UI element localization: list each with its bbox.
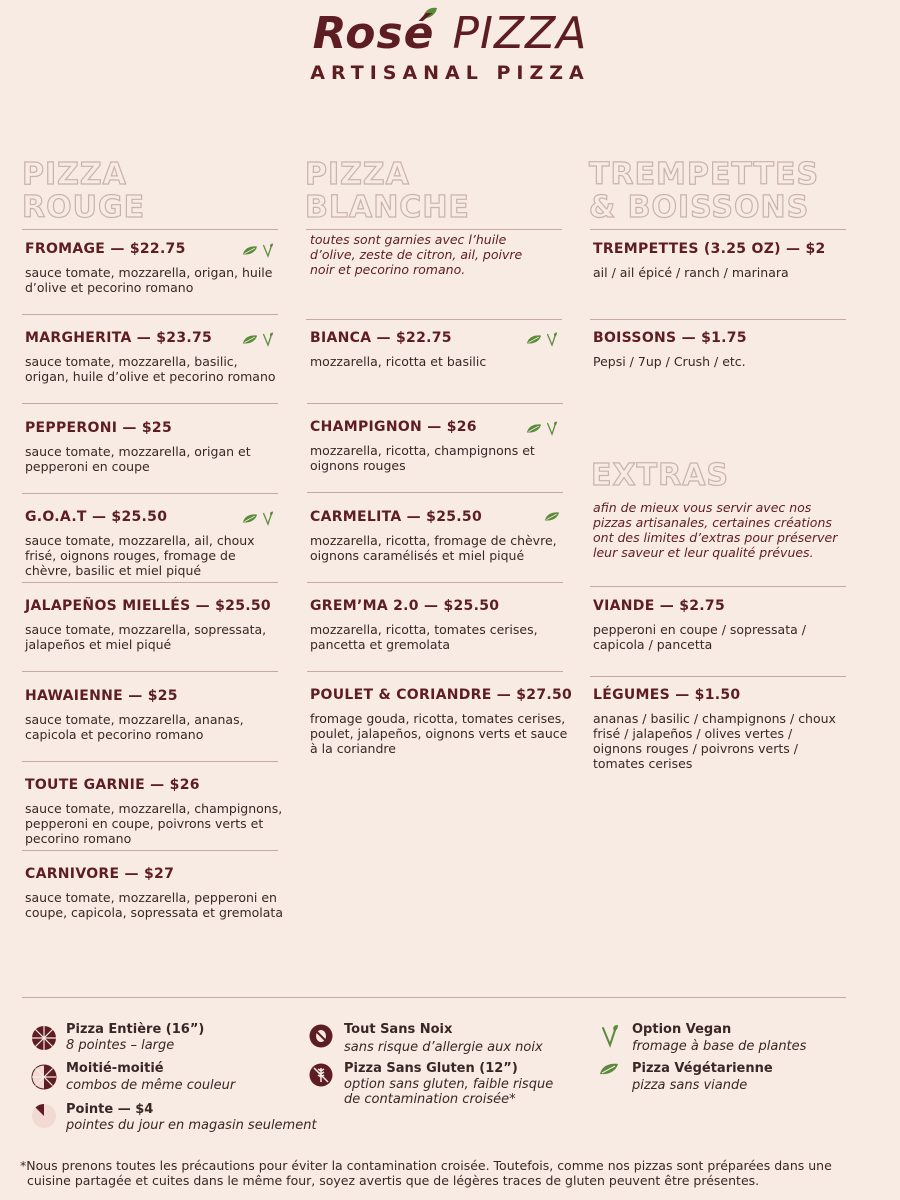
legend-sub: fromage à base de plantes: [632, 1039, 807, 1054]
divider: [307, 492, 563, 493]
menu-item-title: TREMPETTES (3.25 OZ) — $2: [593, 241, 826, 257]
menu-item-title: TOUTE GARNIE — $26: [25, 776, 200, 793]
legend-title: Pointe — $4: [66, 1102, 154, 1117]
divider: [22, 761, 278, 762]
legend-title: Pizza Sans Gluten (12”): [344, 1061, 518, 1076]
menu-item-description: sauce tomate, mozzarella, basilic, origan, huile d’olive et pecorino romano: [25, 354, 276, 385]
legend-sub: pizza sans viande: [632, 1078, 748, 1093]
divider: [307, 582, 563, 583]
menu-item-icons: [544, 511, 560, 522]
menu-item-description: mozzarella, ricotta, champignons et oignons rouges: [310, 443, 535, 474]
leaf-icon: [544, 511, 560, 522]
menu-item-description: mozzarella, ricotta, tomates cerises, pancetta et gremolata: [310, 621, 538, 652]
divider: [22, 671, 278, 672]
leaf-icon: [242, 513, 258, 524]
leaf-icon: [242, 245, 258, 256]
heading-pizza-rouge: [22, 158, 145, 224]
menu-item-title: MARGHERITA — $23.75: [25, 330, 213, 347]
half-pizza-icon: [31, 1064, 57, 1090]
menu-item-description: mozzarella, ricotta, fromage de chèvre, oignons caramélisés et miel piqué: [310, 532, 557, 563]
menu-item-title: LÉGUMES — $1.50: [593, 687, 741, 703]
divider: [590, 319, 846, 320]
menu-item-title: BOISSONS — $1.75: [593, 330, 747, 346]
menu-item-description: fromage gouda, ricotta, tomates cerises, poulet, jalapeños, oignons verts et sauce à la coriandre: [310, 711, 568, 757]
menu-item-description: sauce tomate, mozzarella, pepperoni en coupe, capicola, sopressata et gremolata: [25, 890, 283, 921]
menu-item-title: JALAPEÑOS MIELLÉS — $25.50: [25, 598, 271, 615]
heading-line: TREMPETTES: [589, 157, 820, 192]
menu-item-description: Pepsi / 7up / Crush / etc.: [593, 354, 746, 369]
divider: [22, 229, 278, 230]
heading-line: BLANCHE: [305, 190, 470, 225]
vegan-icon: [262, 332, 274, 347]
menu-item-icons: [526, 332, 558, 347]
footnote-line: cuisine partagée et cuites dans le même four, soyez avertis que de légères traces de gluten peuvent être présentes.: [27, 1173, 760, 1188]
menu-item-title: HAWAIENNE — $25: [25, 687, 178, 704]
legend-sub: option sans gluten, faible risque: [344, 1077, 554, 1092]
extras-note: afin de mieux vous servir avec nos pizzas artisanales, certaines créations ont des limites d’extras pour préserver leur saveur et leur qualité prévues.: [593, 500, 838, 560]
divider: [22, 314, 278, 315]
legend-sub: 8 pointes – large: [66, 1038, 175, 1053]
divider: [22, 403, 278, 404]
heading-line: & BOISSONS: [589, 190, 810, 225]
brand-name-light: PIZZA: [452, 8, 588, 59]
heading-line: PIZZA: [305, 157, 410, 192]
menu-item-description: sauce tomate, mozzarella, origan et pepperoni en coupe: [25, 443, 251, 474]
menu-item-title: VIANDE — $2.75: [593, 598, 726, 614]
divider: [590, 586, 846, 587]
legend-title: Moitié-moitié: [66, 1061, 164, 1076]
vegan-icon: [601, 1024, 619, 1048]
menu-item-description: pepperoni en coupe / sopressata / capicola / pancetta: [593, 622, 806, 652]
menu-item-title: CHAMPIGNON — $26: [310, 419, 477, 436]
menu-item-title: CARMELITA — $25.50: [310, 508, 482, 525]
legend-title: Option Vegan: [632, 1022, 732, 1037]
menu-item-description: mozzarella, ricotta et basilic: [310, 354, 487, 369]
heading-pizza-blanche: [305, 158, 470, 224]
divider: [22, 850, 278, 851]
menu-item-description: sauce tomate, mozzarella, ananas, capicola et pecorino romano: [25, 711, 244, 742]
menu-item-description: ail / ail épicé / ranch / marinara: [593, 265, 789, 280]
menu-item-description: sauce tomate, mozzarella, sopressata, jalapeños et miel piqué: [25, 622, 267, 653]
menu-item-title: GREM’MA 2.0 — $25.50: [310, 597, 500, 614]
legend-sub: sans risque d’allergie aux noix: [344, 1040, 543, 1055]
menu-item-title: BIANCA — $22.75: [310, 330, 452, 346]
bottom-divider: [22, 997, 846, 998]
vegan-icon: [262, 243, 274, 258]
vegan-icon: [546, 332, 558, 347]
menu-item-title: POULET & CORIANDRE — $27.50: [310, 687, 573, 704]
blanche-note: toutes sont garnies avec l’huile d’olive, zeste de citron, ail, poivre noir et pecorino romano.: [310, 232, 523, 277]
legend-sub: combos de même couleur: [66, 1078, 236, 1093]
heading-line: ROUGE: [22, 190, 146, 225]
legend-title: Tout Sans Noix: [344, 1022, 453, 1037]
vegan-icon: [546, 421, 558, 436]
slice-icon: [31, 1103, 57, 1129]
divider: [307, 403, 563, 404]
menu-item-description: ananas / basilic / champignons / choux frisé / jalapeños / olives vertes / oignons rouges / poivrons verts / tomates cerises: [593, 711, 836, 771]
heading-trempettes-boissons: [589, 158, 819, 224]
heading-line: PIZZA: [22, 157, 127, 192]
divider: [590, 229, 846, 230]
divider: [590, 676, 846, 677]
divider: [22, 493, 278, 494]
menu-item-icons: [242, 511, 274, 526]
brand-name-bold: Rosé: [312, 8, 435, 59]
leaf-icon: [599, 1062, 619, 1076]
menu-item-title: G.O.A.T — $25.50: [25, 508, 168, 525]
gluten-free-icon: [309, 1063, 333, 1087]
menu-item-title: FROMAGE — $22.75: [25, 241, 186, 257]
divider: [306, 319, 562, 320]
footnote: [20, 1158, 880, 1188]
menu-item-title: CARNIVORE — $27: [25, 866, 175, 883]
whole-pizza-icon: [31, 1025, 57, 1051]
brand-tagline: ARTISANAL PIZZA: [310, 62, 590, 84]
leaf-icon: [526, 334, 542, 345]
brand-name: [0, 4, 900, 64]
leaf-icon: [526, 423, 542, 434]
legend-sub: de contamination croisée*: [344, 1092, 516, 1107]
leaf-icon: [242, 334, 258, 345]
legend-title: Pizza Entière (16”): [66, 1022, 205, 1037]
menu-item-description: sauce tomate, mozzarella, origan, huile d’olive et pecorino romano: [25, 265, 273, 295]
menu-item-description: sauce tomate, mozzarella, champignons, pepperoni en coupe, poivrons verts et pecorino romano: [25, 800, 283, 846]
legend-sub: pointes du jour en magasin seulement: [66, 1118, 317, 1133]
menu-item-icons: [242, 332, 274, 347]
vegan-icon: [262, 511, 274, 526]
divider: [306, 229, 562, 230]
menu-item-icons: [526, 421, 558, 436]
footnote-line: *Nous prenons toutes les précautions pour éviter la contamination croisée. Toutefois, comme nos pizzas sont préparées dans une: [20, 1158, 832, 1173]
menu-item-icons: [242, 243, 274, 258]
nut-free-icon: [309, 1024, 333, 1048]
menu-item-description: sauce tomate, mozzarella, ail, choux frisé, oignons rouges, fromage de chèvre, basilic et miel piqué: [25, 532, 255, 578]
legend-title: Pizza Végétarienne: [632, 1061, 773, 1076]
menu-item-title: PEPPERONI — $25: [25, 419, 172, 436]
divider: [22, 582, 278, 583]
brand-logo: [0, 4, 900, 84]
heading-extras: EXTRAS: [591, 458, 730, 493]
divider: [307, 671, 563, 672]
